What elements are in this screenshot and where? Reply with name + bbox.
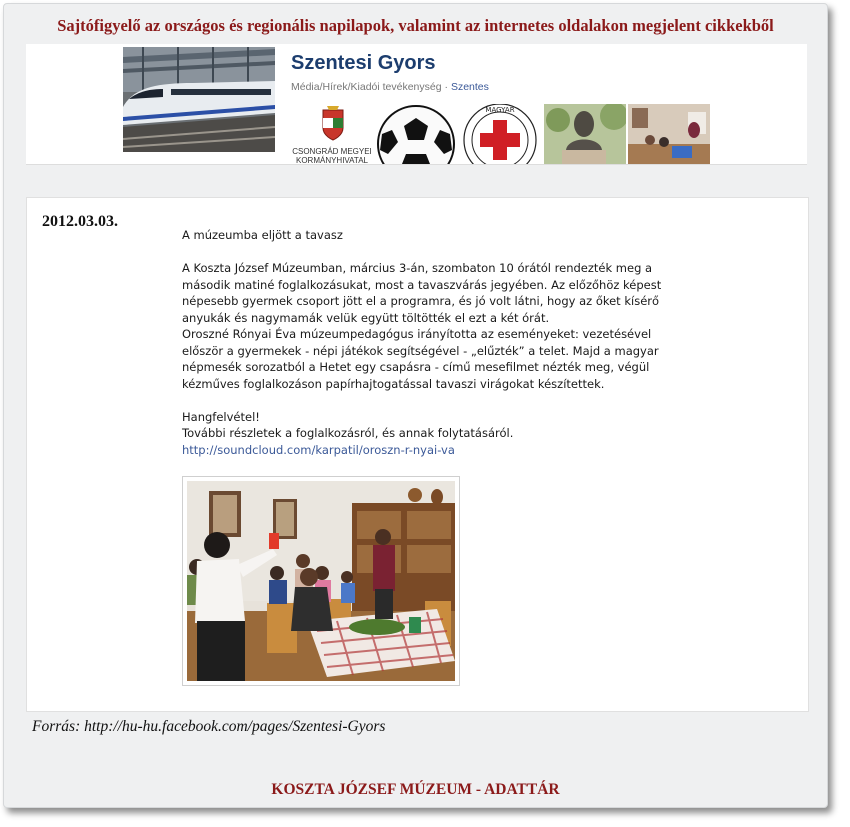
county-office-logo (291, 104, 373, 164)
red-cross-text: MAGYAR (485, 106, 515, 114)
paragraph-line: kézműves foglalkozáson papírhajtogatással tavaszi virágokat készítettek. (182, 376, 605, 391)
page-header-title: Sajtófigyelő az országos és regionális napilapok, valamint az internetes oldalakon megjelent cikkekből (57, 16, 774, 35)
paragraph-line: Oroszné Rónyai Éva múzeumpedagógus irányította az eseményeket: vezetésével (182, 327, 652, 341)
paragraph-line: második matiné foglalkozásukat, most a tavaszvárás jegyében. Az előzőhöz képest (182, 277, 662, 292)
soundcloud-link[interactable]: http://soundcloud.com/karpatil/oroszn-r-nyai-va (182, 442, 455, 457)
footer-title: KOSZTA JÓZSEF MÚZEUM - ADATTÁR (271, 781, 560, 798)
classroom-photo (628, 104, 710, 164)
separator-dot: · (444, 81, 449, 93)
page-frame (3, 3, 828, 808)
logo-text-line2: KORMÁNYHIVATAL (295, 156, 369, 164)
event-photo[interactable] (182, 476, 460, 686)
location-link[interactable]: Szentes (450, 81, 489, 93)
statue-photo (544, 104, 626, 164)
article-panel (26, 197, 809, 712)
paragraph-line: A Koszta József Múzeumban, március 3-án, szombaton 10 órától rendezték meg a (182, 261, 653, 275)
red-cross-logo (459, 104, 541, 164)
facebook-post (182, 227, 682, 458)
paragraph-line: először a gyermekek - népi játékok segítségével - „elűzték” a telet. Majd a magyar (182, 343, 659, 358)
source-citation: Forrás: http://hu-hu.facebook.com/pages/Szentesi-Gyors (32, 718, 386, 735)
football-photo (376, 104, 456, 164)
paragraph-line: anyukák és nagymamák velük együtt töltötték el ezt a két órát. (182, 310, 550, 325)
audio-label: Hangfelvétel! (182, 409, 260, 424)
more-details-text: További részletek a foglalkozásról, és annak folytatásáról. (182, 426, 514, 440)
paragraph-line: népesebb gyermek csoport jött el a programra, és jó volt látni, hogy az őket kísérő (182, 294, 660, 308)
page-name[interactable]: Szentesi Gyors (291, 52, 436, 74)
train-cover-photo (123, 47, 275, 152)
article-date: 2012.03.03. (42, 213, 118, 230)
paragraph-line: népmesék sorozatból a Hetet egy csapásra - című mesefilmet nézték meg, végül (182, 360, 650, 374)
category-text: Média/Hírek/Kiadói tevékenység (291, 81, 442, 93)
page-category (291, 81, 489, 93)
facebook-banner (26, 44, 807, 165)
article-headline: A múzeumba eljött a tavasz (182, 228, 343, 242)
logo-text-line1: CSONGRÁD MEGYEI (292, 147, 372, 156)
